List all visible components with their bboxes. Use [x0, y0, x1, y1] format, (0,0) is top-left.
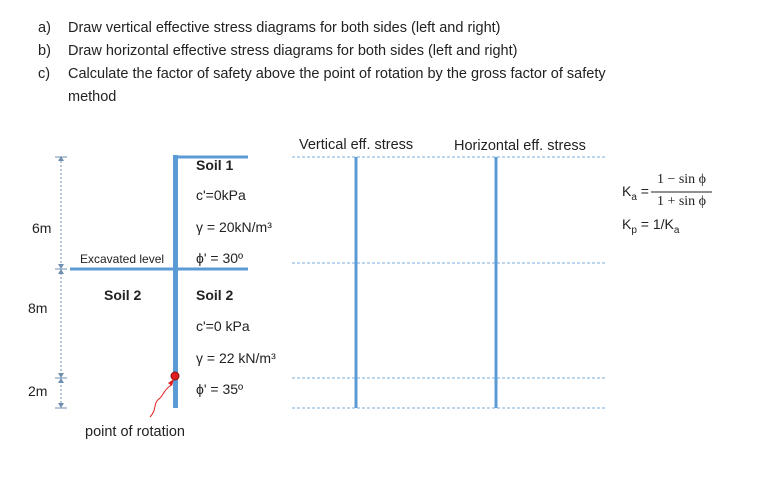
kp-rhs-subscript: a [673, 224, 680, 236]
question-a-text: Draw vertical effective stress diagrams for both sides (left and right) [68, 20, 501, 36]
ka-subscript: a [631, 191, 637, 203]
kp-formula [622, 216, 679, 236]
soil1-unit-weight: γ = 20kN/m³ [196, 219, 272, 235]
dim-arrow [58, 269, 64, 274]
ka-symbol: K [622, 183, 632, 199]
soil2-friction-angle: ϕ' = 35º [196, 381, 244, 397]
depth-label-2m: 2m [28, 383, 48, 399]
retaining-wall [173, 155, 178, 408]
depth-label-6m: 6m [32, 220, 52, 236]
point-of-rotation-label: point of rotation [85, 424, 185, 440]
kp-symbol: K [622, 216, 632, 232]
question-a-label: a) [38, 20, 51, 36]
soil1-name: Soil 1 [196, 157, 234, 173]
ka-formula [622, 183, 649, 203]
rotation-point-marker [171, 372, 179, 380]
kp-rhs: = 1/K [640, 216, 674, 232]
dim-arrow [58, 264, 64, 269]
depth-label-8m: 8m [28, 300, 48, 316]
soil1-friction-angle: ϕ' = 30º [196, 250, 244, 266]
soil1-cohesion: c'=0kPa [196, 187, 246, 203]
soil2-cohesion: c'=0 kPa [196, 318, 250, 334]
vertical-stress-header: Vertical eff. stress [299, 137, 414, 153]
kp-subscript: p [631, 224, 637, 236]
horizontal-stress-header: Horizontal eff. stress [454, 138, 586, 154]
dim-arrow [58, 373, 64, 378]
soil2-unit-weight: γ = 22 kN/m³ [196, 350, 276, 366]
question-c-text: Calculate the factor of safety above the point of rotation by the gross factor of safety [68, 66, 606, 82]
soil2-name: Soil 2 [196, 287, 234, 303]
question-b-text: Draw horizontal effective stress diagrams for both sides (left and right) [68, 43, 518, 59]
dim-arrow [58, 378, 64, 383]
ka-denominator: 1 + sin ϕ [656, 194, 707, 209]
question-c-label: c) [38, 66, 51, 82]
rotation-pointer-arrow [150, 381, 173, 417]
left-soil-label: Soil 2 [104, 287, 142, 303]
ka-equals: = [640, 183, 649, 199]
question-b-label: b) [38, 43, 51, 59]
question-c-text-2: method [68, 89, 117, 105]
dim-arrow [58, 403, 64, 408]
excavated-level-label: Excavated level [80, 252, 165, 266]
ka-numerator: 1 − sin ϕ [656, 172, 707, 187]
